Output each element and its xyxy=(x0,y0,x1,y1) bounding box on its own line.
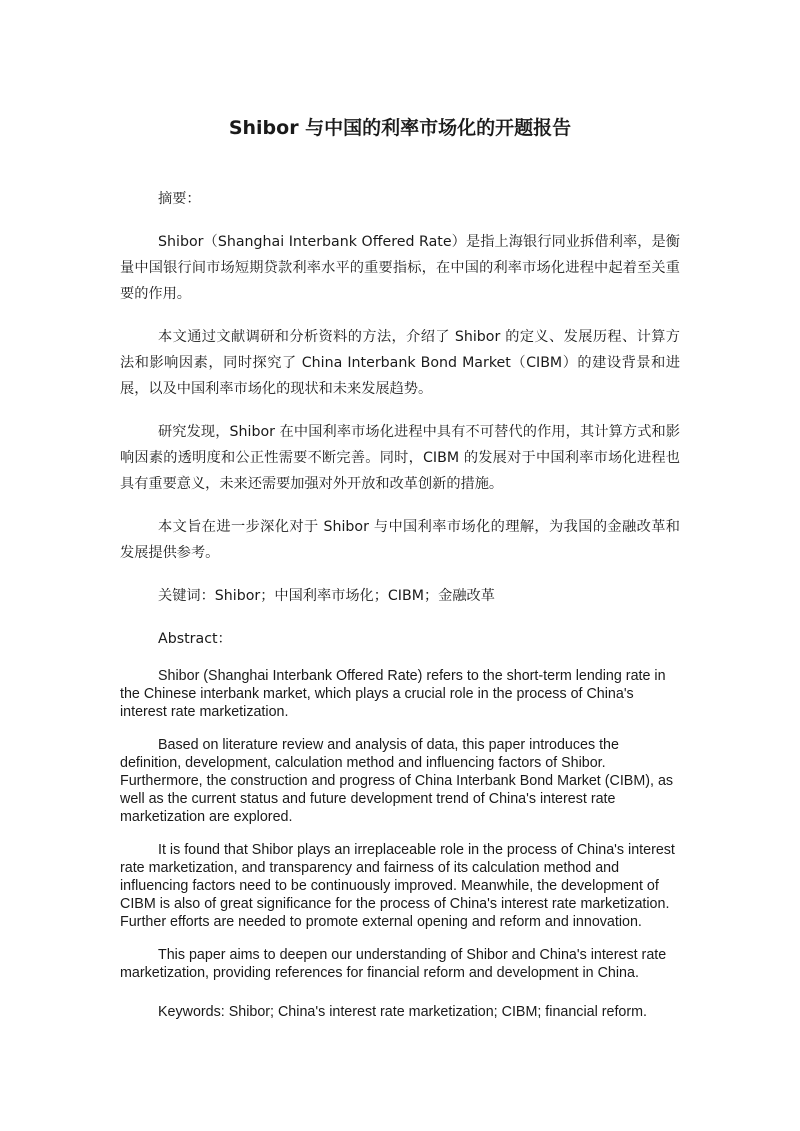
en-abstract-paragraph-3: It is found that Shibor plays an irreplaceable role in the process of China's interest rate marketization, and transparency and fairness of its calculation method and influencing factors need to be continuously improved. Meanwhile, the development of CIBM is also of great significance for the process of China's interest rate marketization. Further efforts are needed to promote external opening and reform and innovation. xyxy=(120,842,675,930)
en-abstract-paragraph-2: Based on literature review and analysis of data, this paper introduces the definition, development, calculation method and influencing factors of Shibor. Furthermore, the construction and progress of China Interbank Bond Market (CIBM), as well as the current status and future development trend of China's interest rate marketization are explored. xyxy=(120,737,674,825)
cn-abstract-paragraph-3: 研究发现，Shibor 在中国利率市场化进程中具有不可替代的作用，其计算方式和影响因素的透明度和公正性需要不断完善。同时，CIBM 的发展对于中国利率市场化进程也具有重要意义，未来还需要加强对外开放和改革创新的措施。 xyxy=(120,424,680,492)
cn-abstract-paragraph-4: 本文旨在进一步深化对于 Shibor 与中国利率市场化的理解，为我国的金融改革和发展提供参考。 xyxy=(120,519,680,561)
document-title: Shibor 与中国的利率市场化的开题报告 xyxy=(228,117,572,139)
en-abstract-paragraph-4: This paper aims to deepen our understanding of Shibor and China's interest rate marketization, providing references for financial reform and development in China. xyxy=(120,947,667,981)
cn-abstract-paragraph-2: 本文通过文献调研和分析资料的方法，介绍了 Shibor 的定义、发展历程、计算方法和影响因素，同时探究了 China Interbank Bond Market（CIBM）的建设背景和进展，以及中国利率市场化的现状和未来发展趋势。 xyxy=(120,329,680,397)
cn-keywords: 关键词：Shibor；中国利率市场化；CIBM；金融改革 xyxy=(158,588,495,604)
en-abstract-paragraph-1: Shibor (Shanghai Interbank Offered Rate) refers to the short-term lending rate in the Chinese interbank market, which plays a crucial role in the process of China's interest rate marketization. xyxy=(120,668,666,720)
en-keywords: Keywords: Shibor; China's interest rate marketization; CIBM; financial reform. xyxy=(158,1004,648,1020)
cn-abstract-paragraph-1: Shibor（Shanghai Interbank Offered Rate）是指上海银行同业拆借利率，是衡量中国银行间市场短期贷款利率水平的重要指标，在中国的利率市场化进程中起着至关重要的作用。 xyxy=(120,234,680,302)
en-abstract-label: Abstract： xyxy=(158,631,232,647)
cn-abstract-label: 摘要： xyxy=(158,191,201,207)
